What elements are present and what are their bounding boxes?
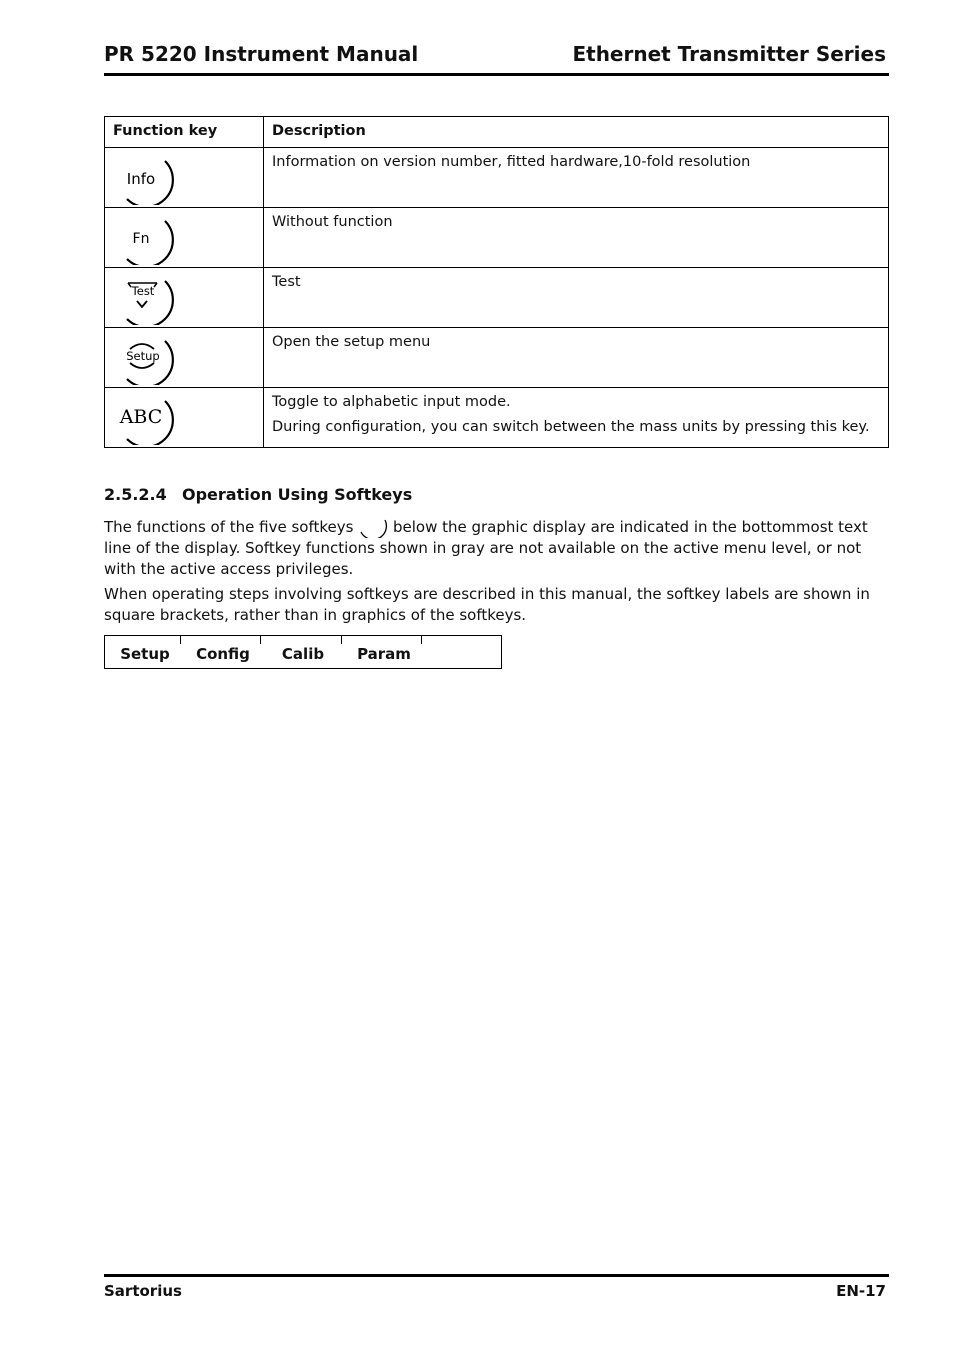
key-label: ABC [119,406,163,428]
description-cell [264,268,889,328]
paragraph-text: below the graphic display are indicated in the bottommost text line of the display. Softkey functions shown in gray are not available on the active menu level, or not with the active access privileges. [104,518,868,578]
section-number: 2.5.2.4 [104,485,167,504]
softkey-setup[interactable]: Setup [120,645,170,663]
paragraph-text: The functions of the five softkeys [104,518,354,536]
col-header-description: Description [264,117,889,148]
softkey-bar [104,635,502,669]
description-cell [264,328,889,388]
description-text: Toggle to alphabetic input mode. [272,394,511,410]
table-header-row [105,117,889,148]
description-text: Without function [272,214,393,230]
softkey-divider [180,636,181,644]
paragraph: When operating steps involving softkeys are described in this manual, the softkey labels are shown in square brackets, rather than in graphics of the softkeys. [104,585,870,624]
description-text: Test [272,274,301,290]
fn-key-icon [117,213,175,265]
description-cell [264,208,889,268]
table-row [105,208,889,268]
softkey-divider [341,636,342,644]
softkey-calib[interactable]: Calib [281,645,325,663]
softkey-config[interactable]: Config [196,645,250,663]
softkey-divider [260,636,261,644]
info-key-icon [117,153,175,205]
page-footer [104,1274,889,1300]
manual-title: PR 5220 Instrument Manual [104,42,419,66]
col-header-function-key: Function key [105,117,264,148]
key-cell [105,388,264,448]
description-text: During configuration, you can switch between the mass units by pressing this key. [272,419,870,435]
key-cell [105,268,264,328]
section-title: Operation Using Softkeys [182,485,413,504]
abc-key-icon [117,393,175,445]
series-title: Ethernet Transmitter Series [572,42,886,66]
table-row [105,388,889,448]
table-row [105,148,889,208]
page-number: EN-17 [836,1282,886,1300]
key-label: Setup [126,349,160,363]
description-text: Information on version number, fitted hardware,10-fold resolution [272,154,751,170]
key-label: Info [126,170,156,188]
table-row [105,268,889,328]
setup-key-icon [117,333,175,385]
key-cell [105,328,264,388]
key-cell [105,148,264,208]
description-text: Open the setup menu [272,334,431,350]
page-header [104,40,889,76]
description-cell [264,388,889,448]
test-key-icon [117,273,175,325]
company-name: Sartorius [104,1282,182,1300]
key-label: Fn [132,231,150,247]
softkey-param[interactable]: Param [357,645,411,663]
section-heading [104,485,412,504]
paragraph [104,517,889,579]
description-cell [264,148,889,208]
table-row [105,328,889,388]
key-label: Test [131,284,155,298]
key-cell [105,208,264,268]
function-key-table [104,116,889,448]
softkey-icon [358,518,388,538]
softkey-divider [421,636,422,644]
